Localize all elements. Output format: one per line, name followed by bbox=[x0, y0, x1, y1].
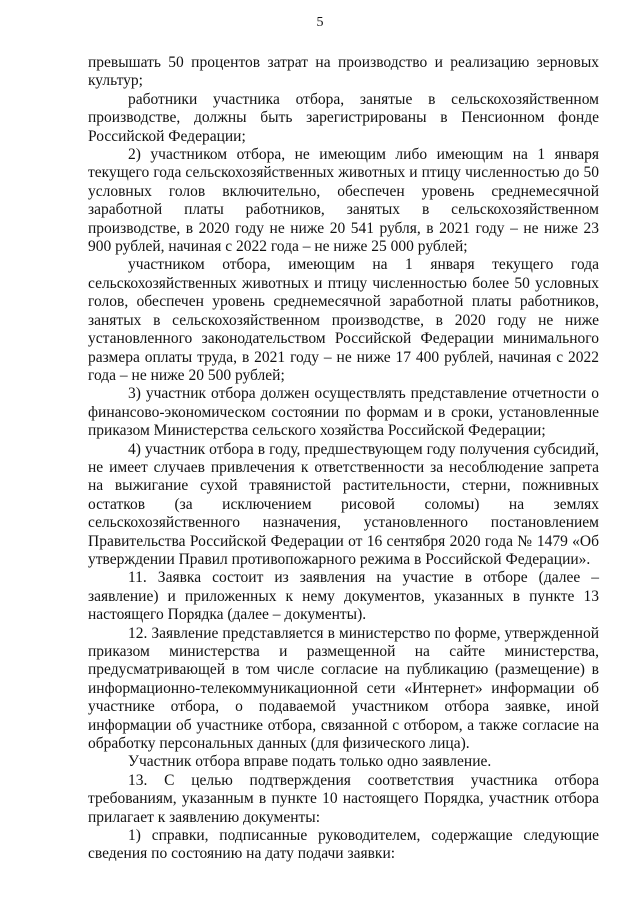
paragraph-item-3: 3) участник отбора должен осуществлять представление отчетности о финансово-экономическом состоянии по формам и в сроки, установленные приказом Министерства сельского хозяйства Российской Федерации; bbox=[88, 385, 599, 440]
paragraph-single-application: Участник отбора вправе подать только одно заявление. bbox=[128, 753, 492, 771]
paragraph-section-13: 13. С целью подтверждения соответствия участника отбора требованиям, указанным в пункте 10 настоящего Порядка, участник отбора прилагает к заявлению документы: bbox=[88, 771, 599, 826]
paragraph-item-2-over-50: участником отбора, имеющим на 1 января текущего года сельскохозяйственных животных и птицу численностью более 50 условных голов, обеспечен уровень среднемесячной заработной платы работников, занятых в сельскохозяйственном производстве, в 2020 году не ниже установленного законодательством Российской Федерации минимального размера оплаты труда, в 2021 году – не ниже 17 400 рублей, начиная с 2022 года – не ниже 20 500 рублей; bbox=[88, 256, 599, 384]
paragraph-section-12: 12. Заявление представляется в министерство по форме, утвержденной приказом министерства и размещенной на сайте министерства, предусматривающей в том числе согласие на публикацию (размещение) в информационно-телекоммуникационной сети «Интернет» информации об участнике отбора, о подаваемой участником отбора заявке, иной информации об участнике отбора, связанной с отбором, а также согласие на обработку персональных данных (для физического лица). bbox=[88, 624, 599, 753]
paragraph-section-13-item-1: 1) справки, подписанные руководителем, содержащие следующие сведения по состоянию на дату подачи заявки: bbox=[88, 827, 599, 863]
paragraph-section-11: 11. Заявка состоит из заявления на участие в отборе (далее – заявление) и приложенных к нему документов, указанных в пункте 13 настоящего Порядка (далее – документы). bbox=[88, 569, 599, 624]
paragraph-pension-fund: работники участника отбора, занятые в сельскохозяйственном производстве, должны быть зарегистрированы в Пенсионном фонде Российской Федерации; bbox=[88, 90, 599, 145]
document-body bbox=[88, 54, 599, 864]
paragraph-item-2: 2) участником отбора, не имеющим либо имеющим на 1 января текущего года сельскохозяйственных животных и птицу численностью до 50 условных голов включительно, обеспечен уровень среднемесячной заработной платы работников, занятых в сельскохозяйственном производстве, в 2020 году не ниже 20 541 рубля, в 2021 году – не ниже 23 900 рублей, начиная с 2022 года – не ниже 25 000 рублей; bbox=[88, 146, 599, 256]
paragraph-crop-costs: превышать 50 процентов затрат на производство и реализацию зерновых культур; bbox=[88, 54, 599, 90]
paragraph-item-4: 4) участник отбора в году, предшествующем году получения субсидий, не имеет случаев привлечения к ответственности за несоблюдение запрета на выжигание сухой травянистой растительности, стерни, пожнивных остатков (за исключением рисовой соломы) на землях сельскохозяйственного назначения, установленного постановлением Правительства Российской Федерации от 16 сентября 2020 года № 1479 «Об утверждении Правил противопожарного режима в Российской Федерации». bbox=[88, 440, 599, 568]
page-number: 5 bbox=[316, 15, 324, 30]
